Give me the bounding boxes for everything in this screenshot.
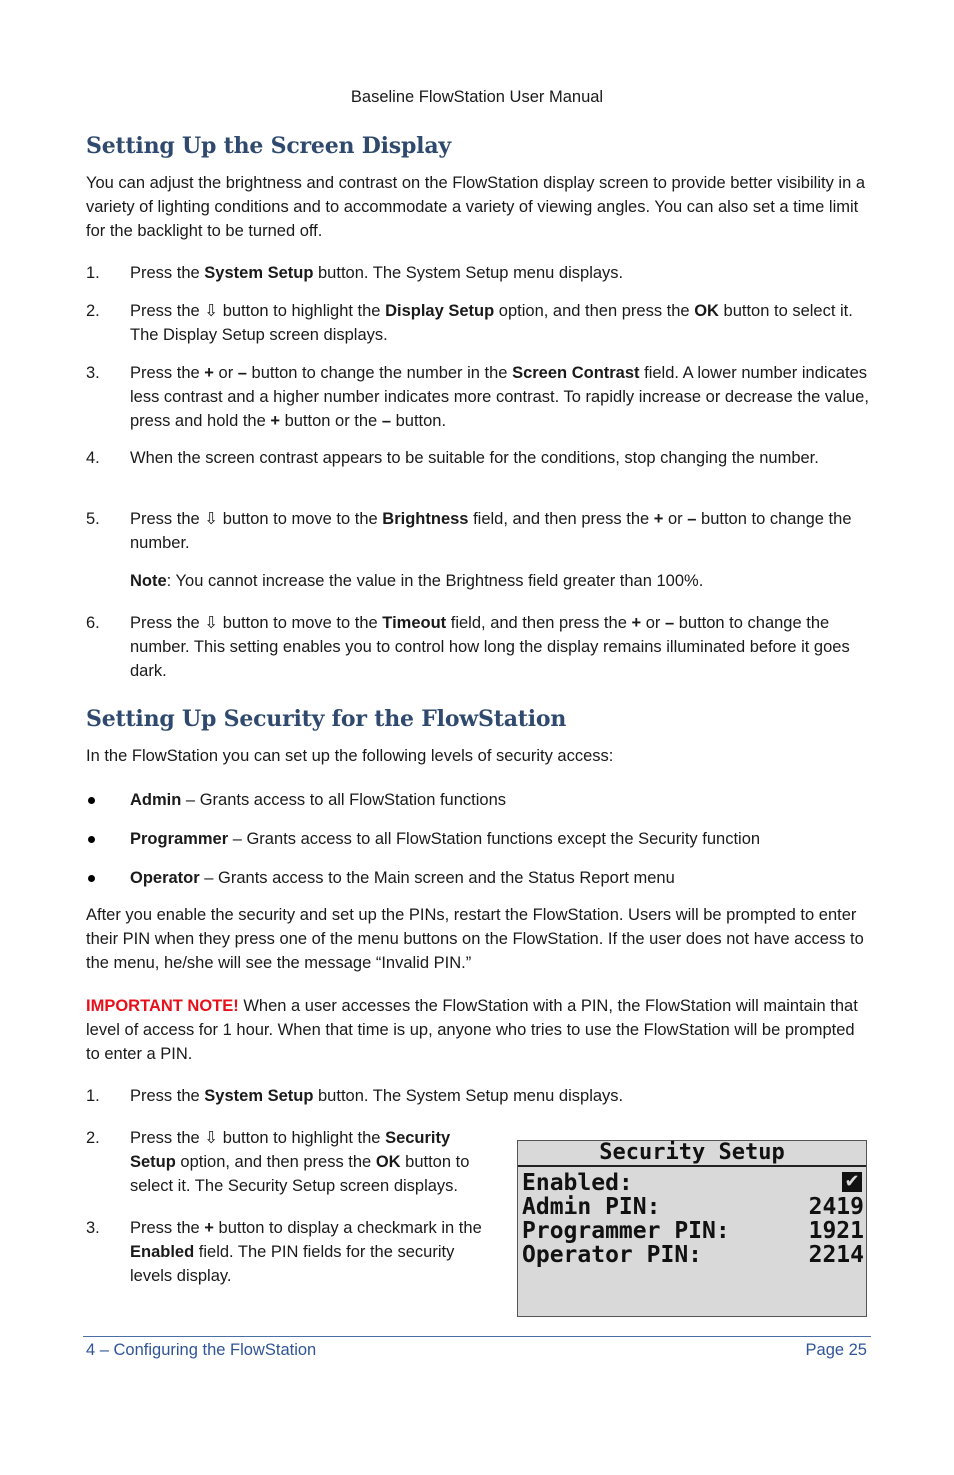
security-setup-lcd-screen xyxy=(517,1140,867,1317)
security-intro: In the FlowStation you can set up the following levels of security access: xyxy=(86,747,614,765)
section-title-security: Setting Up Security for the FlowStation xyxy=(86,706,567,732)
section-title-screen-display: Setting Up the Screen Display xyxy=(86,133,451,159)
security-after-text: After you enable the security and set up the PINs, restart the FlowStation. Users will be prompted to enter their PIN when they press one of the menu buttons on the FlowStation. If the user does not have access to the menu, he/she will see the message “Invalid PIN.” xyxy=(86,906,864,972)
footer-chapter: 4 – Configuring the FlowStation xyxy=(86,1341,317,1359)
running-header: Baseline FlowStation User Manual xyxy=(350,88,604,106)
lcd-enabled-row: Enabled: ✔ xyxy=(522,1170,864,1196)
manual-page: Baseline FlowStation User Manual Setting Up the Screen Display You can adjust the brightness and contrast on the FlowStation display screen to provide better visibility in a variety of lighting conditions and to accommodate a variety of viewing angles. You can also set a time limit for the backlight to be turned off. 1. Press the System Setup button. The System Setup menu displays. 2. Press the ⇩ button to highlight the Display Setup option, and then press the OK button to select it. The Display Setup screen displays. 3. Press the + or – button to change the number in the Screen Contrast field. A lower number indicates less contrast and a higher number indicates more contrast. To rapidly increase or decrease the value, press and hold the + button or the – button. 4. When the screen contrast appears to be suitable for the conditions, stop changing the number. 5. Press the ⇩ button to move to the Brightness field, and then press the + or – button to change the number. Note: You cannot increase the value in the Brightness field greater than 100%. 6. Press the ⇩ button to move to the Timeout field, and then press the + or – button to change the number. This setting enables you to control how long the display remains illuminated before it goes dark. Setting Up Security for the FlowStation In the FlowStation you can set up the following levels of security access: Admin – Grants access to all FlowStation functions Programmer – Grants access to all FlowStation functions except the Security function Operator – Grants access to the Main screen and the Status Report menu After you enable the security and set up the PINs, restart the FlowStation. Users will be prompted to enter their PIN when they press one of the menu buttons on the FlowStation. If the user does not have access to the menu, he/she will see the message “Invalid PIN.” IMPORTANT NOTE! When a user accesses the FlowStation with a PIN, the FlowStation will maintain that level of access for 1 hour. When that time is up, anyone who tries to use the FlowStation will be prompted to enter a PIN. 1. Press the System Setup button. The System Setup menu displays. 2. Press the ⇩ button to highlight the Security Setup option, and then press the OK button to select it. The Security Setup screen displays. 3. Press the + button to display a checkmark in the Enabled field. The PIN fields for the security levels display. Security Setup Enabled: ✔ Admin PIN: 2419 Programmer PIN: 1921 Operator PIN: 2214 4 – Configuring the FlowStation Page 25 xyxy=(0,0,954,1475)
lcd-title: Security Setup xyxy=(518,1141,866,1167)
footer-page-number: Page 25 xyxy=(805,1341,867,1359)
screen-display-intro: You can adjust the brightness and contrast on the FlowStation display screen to provide better visibility in a variety of lighting conditions and to accommodate a variety of viewing angles. You can also set a time limit for the backlight to be turned off. xyxy=(86,174,866,240)
important-note: IMPORTANT NOTE! When a user accesses the FlowStation with a PIN, the FlowStation will maintain that level of access for 1 hour. When that time is up, anyone who tries to use the FlowStation will be prompted to enter a PIN. xyxy=(86,997,858,1063)
lcd-operator-pin-row: Operator PIN: 2214 xyxy=(522,1242,864,1268)
lcd-programmer-pin-row: Programmer PIN: 1921 xyxy=(522,1218,864,1244)
footer-divider xyxy=(83,1336,871,1337)
lcd-admin-pin-row: Admin PIN: 2419 xyxy=(522,1194,864,1220)
checkmark-icon: ✔ xyxy=(842,1172,862,1192)
